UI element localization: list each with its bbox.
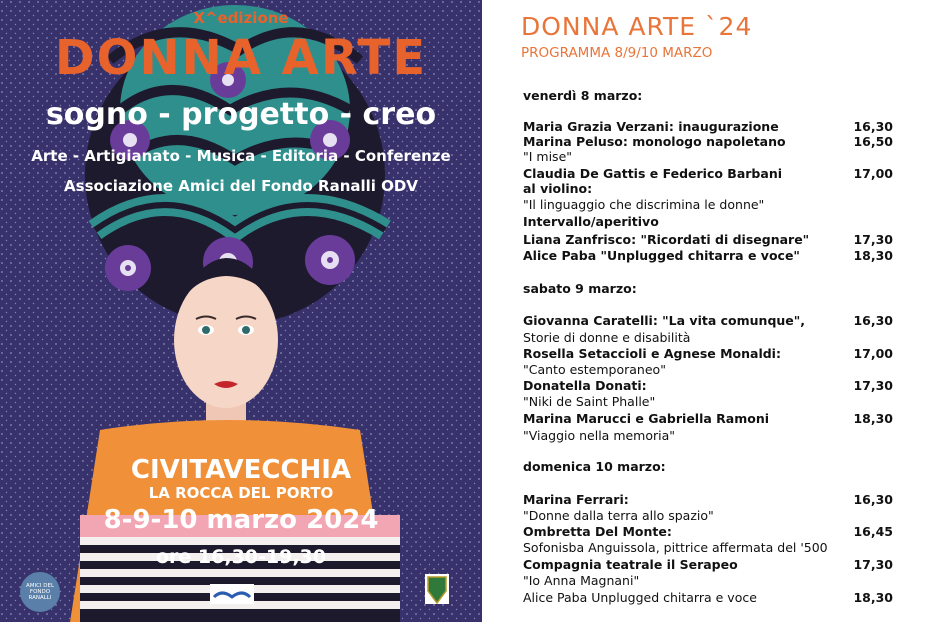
program-entry-detail: "Niki de Saint Phalle" <box>523 394 656 409</box>
program-entry-detail: "Io Anna Magnani" <box>523 573 640 588</box>
day-heading: domenica 10 marzo: <box>523 459 666 474</box>
program-entry: Alice Paba "Unplugged chitarra e voce" 18,30 <box>523 248 893 263</box>
program-entry-detail: Storie di donne e disabilità <box>523 330 691 345</box>
edition-label: X^edizione <box>193 9 289 27</box>
program-entry-detail: "Donne dalla terra allo spazio" <box>523 508 714 523</box>
poster-dates: 8-9-10 marzo 2024 <box>103 505 379 535</box>
poster-categories: Arte - Artigianato - Musica - Editoria - Conferenze <box>31 147 451 165</box>
program-entry: Marina Peluso: monologo napoletano 16,50 <box>523 134 893 149</box>
poster-title: DONNA ARTE <box>54 30 428 86</box>
program-entry: Claudia De Gattis e Federico Barbani 17,00 <box>523 166 893 181</box>
poster-slogan: sogno - progetto - creo <box>45 97 437 132</box>
program-entry: Compagnia teatrale il Serapeo 17,30 <box>523 557 893 572</box>
program-entry: Alice Paba Unplugged chitarra e voce 18,30 <box>523 590 893 605</box>
program-entry: Marina Marucci e Gabriella Ramoni 18,30 <box>523 411 893 426</box>
program-entry-detail: "Canto estemporaneo" <box>523 362 666 377</box>
day-heading: venerdì 8 marzo: <box>523 88 643 103</box>
poster-city: CIVITAVECCHIA <box>130 455 352 485</box>
program-entry-detail: "Viaggio nella memoria" <box>523 428 676 443</box>
poster-association: Associazione Amici del Fondo Ranalli ODV <box>64 177 418 195</box>
program-title: DONNA ARTE `24 <box>521 12 753 41</box>
program-entry: Donatella Donati: 17,30 <box>523 378 893 393</box>
day-heading: sabato 9 marzo: <box>523 281 637 296</box>
sponsor-logo <box>210 584 254 604</box>
municipal-crest-icon <box>425 574 449 604</box>
association-logo-text: AMICI DEL FONDO RANALLI <box>25 583 55 601</box>
program-entry: Giovanna Caratelli: "La vita comunque", 16,30 <box>523 313 893 328</box>
program-entry-detail: "I mise" <box>523 149 573 164</box>
program-entry: Marina Ferrari: 16,30 <box>523 492 893 507</box>
program-entry: Liana Zanfrisco: "Ricordati di disegnare" 17,30 <box>523 232 893 247</box>
program-panel <box>482 0 926 622</box>
program-entry-detail: "Il linguaggio che discrimina le donne" <box>523 197 765 212</box>
program-entry: al violino: <box>523 181 593 196</box>
poster-venue: LA ROCCA DEL PORTO <box>148 484 334 502</box>
wave-icon <box>210 584 254 604</box>
poster-hours: ore 16,30-19,30 <box>155 546 326 568</box>
program-subtitle: PROGRAMMA 8/9/10 MARZO <box>521 45 713 61</box>
association-logo <box>20 572 60 612</box>
program-entry: Ombretta Del Monte: 16,45 <box>523 524 893 539</box>
program-entry-detail: Sofonisba Anguissola, pittrice affermata del '500 <box>523 540 828 555</box>
program-entry: Maria Grazia Verzani: inaugurazione 16,30 <box>523 119 893 134</box>
program-entry: Rosella Setaccioli e Agnese Monaldi: 17,00 <box>523 346 893 361</box>
program-entry: Intervallo/aperitivo <box>523 214 659 229</box>
